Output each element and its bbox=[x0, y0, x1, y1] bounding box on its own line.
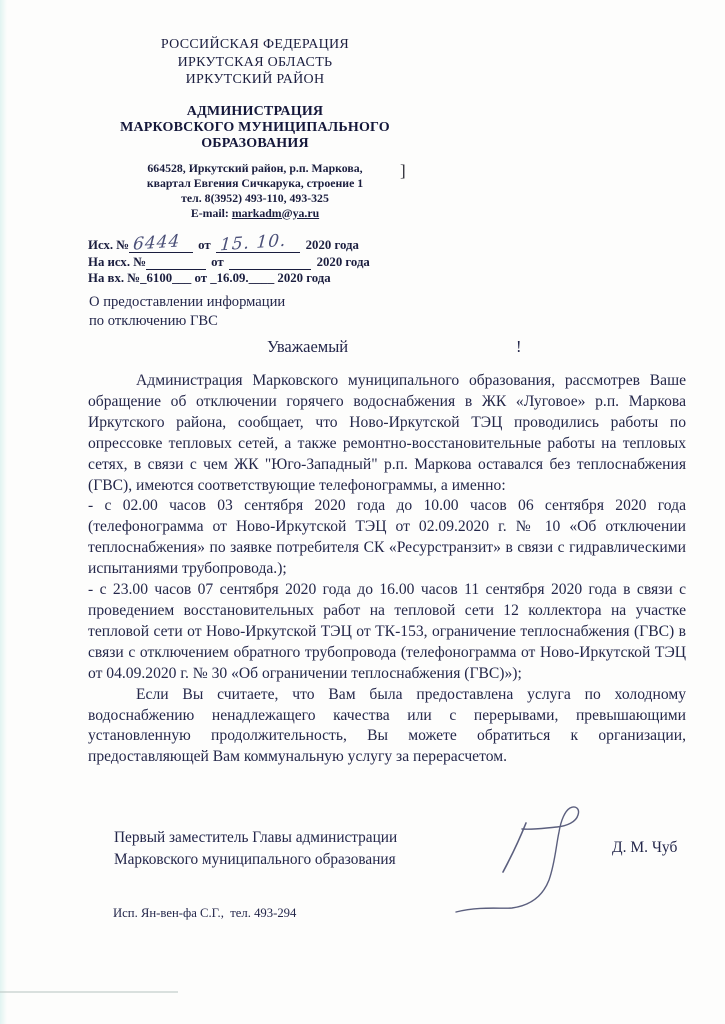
incoming-date: _16.09.____ bbox=[210, 271, 275, 286]
handwritten-outgoing-date: 15. 10. bbox=[219, 230, 287, 256]
incoming-number: _6100___ bbox=[140, 271, 192, 286]
body-item-telephonogram-2: - с 23.00 часов 07 сентября 2020 года до 16.00 часов 11 сентября 2020 года в связи с проведением восстановительных работ на тепловой сети 12 коллектора на участке тепловой сети от Ново-Иркутской ТЭЦ от ТК-153, ограничение теплоснабжения (ГВС) в связи с отключением обратного трубопровода (телефонограмма от Ново-Иркутской ТЭЦ от 04.09.2020 г. № 30 «Об ограничении теплоснабжения (ГВС)»); bbox=[88, 581, 686, 682]
reference-numbers-block bbox=[88, 230, 418, 286]
organization-name-line: АДМИНИСТРАЦИЯ bbox=[186, 103, 324, 119]
organization-name-line: ОБРАЗОВАНИЯ bbox=[201, 135, 309, 151]
organization-name bbox=[60, 104, 450, 152]
from-word: от bbox=[198, 238, 211, 253]
outgoing-number-underline bbox=[129, 231, 193, 256]
from-word: от bbox=[191, 271, 211, 286]
outgoing-year: 2020 года bbox=[305, 238, 359, 253]
phone-numbers: тел. 8(3952) 493-110, 493-325 bbox=[181, 190, 329, 205]
outgoing-ref-row bbox=[88, 230, 418, 256]
salutation-line bbox=[0, 337, 725, 359]
subject-line: по отключению ГВС bbox=[89, 312, 218, 329]
body-paragraph-closing: Если Вы считаете, что Вам была предоставлена услуга по холодному водоснабжению ненадлежащего качества или с перерывами, превышающими установленную продолжительность, Вы можете обратиться к организации, предоставляющей Вам коммунальную услугу за перерасчетом. bbox=[88, 685, 686, 766]
letterhead-state-block bbox=[60, 36, 450, 89]
reply-to-outgoing-ref-row bbox=[88, 253, 418, 269]
email-address: markadm@ya.ru bbox=[231, 205, 320, 220]
scan-edge-artifact-left bbox=[0, 0, 7, 1024]
letterhead-region: ИРКУТСКАЯ ОБЛАСТЬ bbox=[177, 54, 333, 70]
reply-date-underline bbox=[229, 256, 311, 270]
signer-position bbox=[114, 827, 444, 870]
salutation-word: Уважаемый bbox=[267, 337, 349, 356]
signer-name: Д. М. Чуб bbox=[612, 839, 678, 856]
incoming-ref-label: На вх. № bbox=[88, 271, 141, 286]
letterhead-district: ИРКУТСКИЙ РАЙОН bbox=[185, 72, 325, 87]
scan-edge-artifact-bottom bbox=[0, 991, 178, 993]
stray-bracket-mark: ] bbox=[400, 161, 406, 180]
incoming-year: 2020 года bbox=[274, 271, 331, 286]
subject-line: О предоставлении информации bbox=[89, 294, 286, 310]
reply-number-underline bbox=[146, 256, 206, 270]
handwritten-signature bbox=[452, 796, 657, 931]
subject-block bbox=[89, 293, 285, 330]
letterhead-contacts bbox=[60, 161, 450, 221]
signer-position-line: Марковского муниципального образования bbox=[114, 850, 396, 868]
handwritten-outgoing-number: 6444 bbox=[132, 231, 182, 256]
signer-position-line: Первый заместитель Главы администрации bbox=[114, 829, 398, 846]
postal-address-line: 664528, Иркутский район, р.п. Маркова, bbox=[147, 160, 363, 175]
letterhead bbox=[60, 36, 450, 221]
reply-ref-label: На исх. № bbox=[88, 254, 147, 269]
email-label: E-mail: bbox=[190, 205, 232, 220]
body-item-telephonogram-1: - с 02.00 часов 03 сентября 2020 года до 10.00 часов 06 сентября 2020 года (телефонограмма от Ново-Иркутской ТЭЦ от 02.09.2020 г. № 10 «Об отключении теплоснабжения» по заявке потребителя СК «Ресурстранзит» в связи с гидравлическими испытаниями трубопровода.); bbox=[88, 497, 686, 578]
from-word: от bbox=[211, 254, 224, 269]
postal-address-line: квартал Евгения Сичкарука, строение 1 bbox=[146, 175, 364, 190]
incoming-ref-row bbox=[88, 270, 418, 286]
letter-body bbox=[88, 371, 686, 768]
organization-name-line: МАРКОВСКОГО МУНИЦИПАЛЬНОГО bbox=[120, 119, 390, 135]
salutation-exclamation: ! bbox=[516, 337, 522, 356]
email-line bbox=[60, 206, 450, 221]
outgoing-ref-label: Исх. № bbox=[88, 238, 130, 253]
outgoing-date-underline bbox=[216, 230, 300, 256]
reply-year: 2020 года bbox=[316, 254, 370, 269]
body-paragraph-intro: Администрация Марковского муниципального образования, рассмотрев Ваше обращение об отключении горячего водоснабжения в ЖК «Луговое» р.п. Маркова Иркутского района, сообщает, что Ново-Иркутской ТЭЦ проводились работы по опрессовке тепловых сетей, а также ремонтно-восстановительные работы на тепловых сетях, в связи с чем ЖК "Юго-Западный" р.п. Маркова оставался без теплоснабжения (ГВС), имеются соответствующие телефонограммы, а именно: bbox=[88, 372, 686, 494]
letterhead-country: РОССИЙСКАЯ ФЕДЕРАЦИЯ bbox=[160, 37, 350, 52]
executor-line: Исп. Ян-вен-фа С.Г., тел. 493-294 bbox=[113, 906, 297, 920]
